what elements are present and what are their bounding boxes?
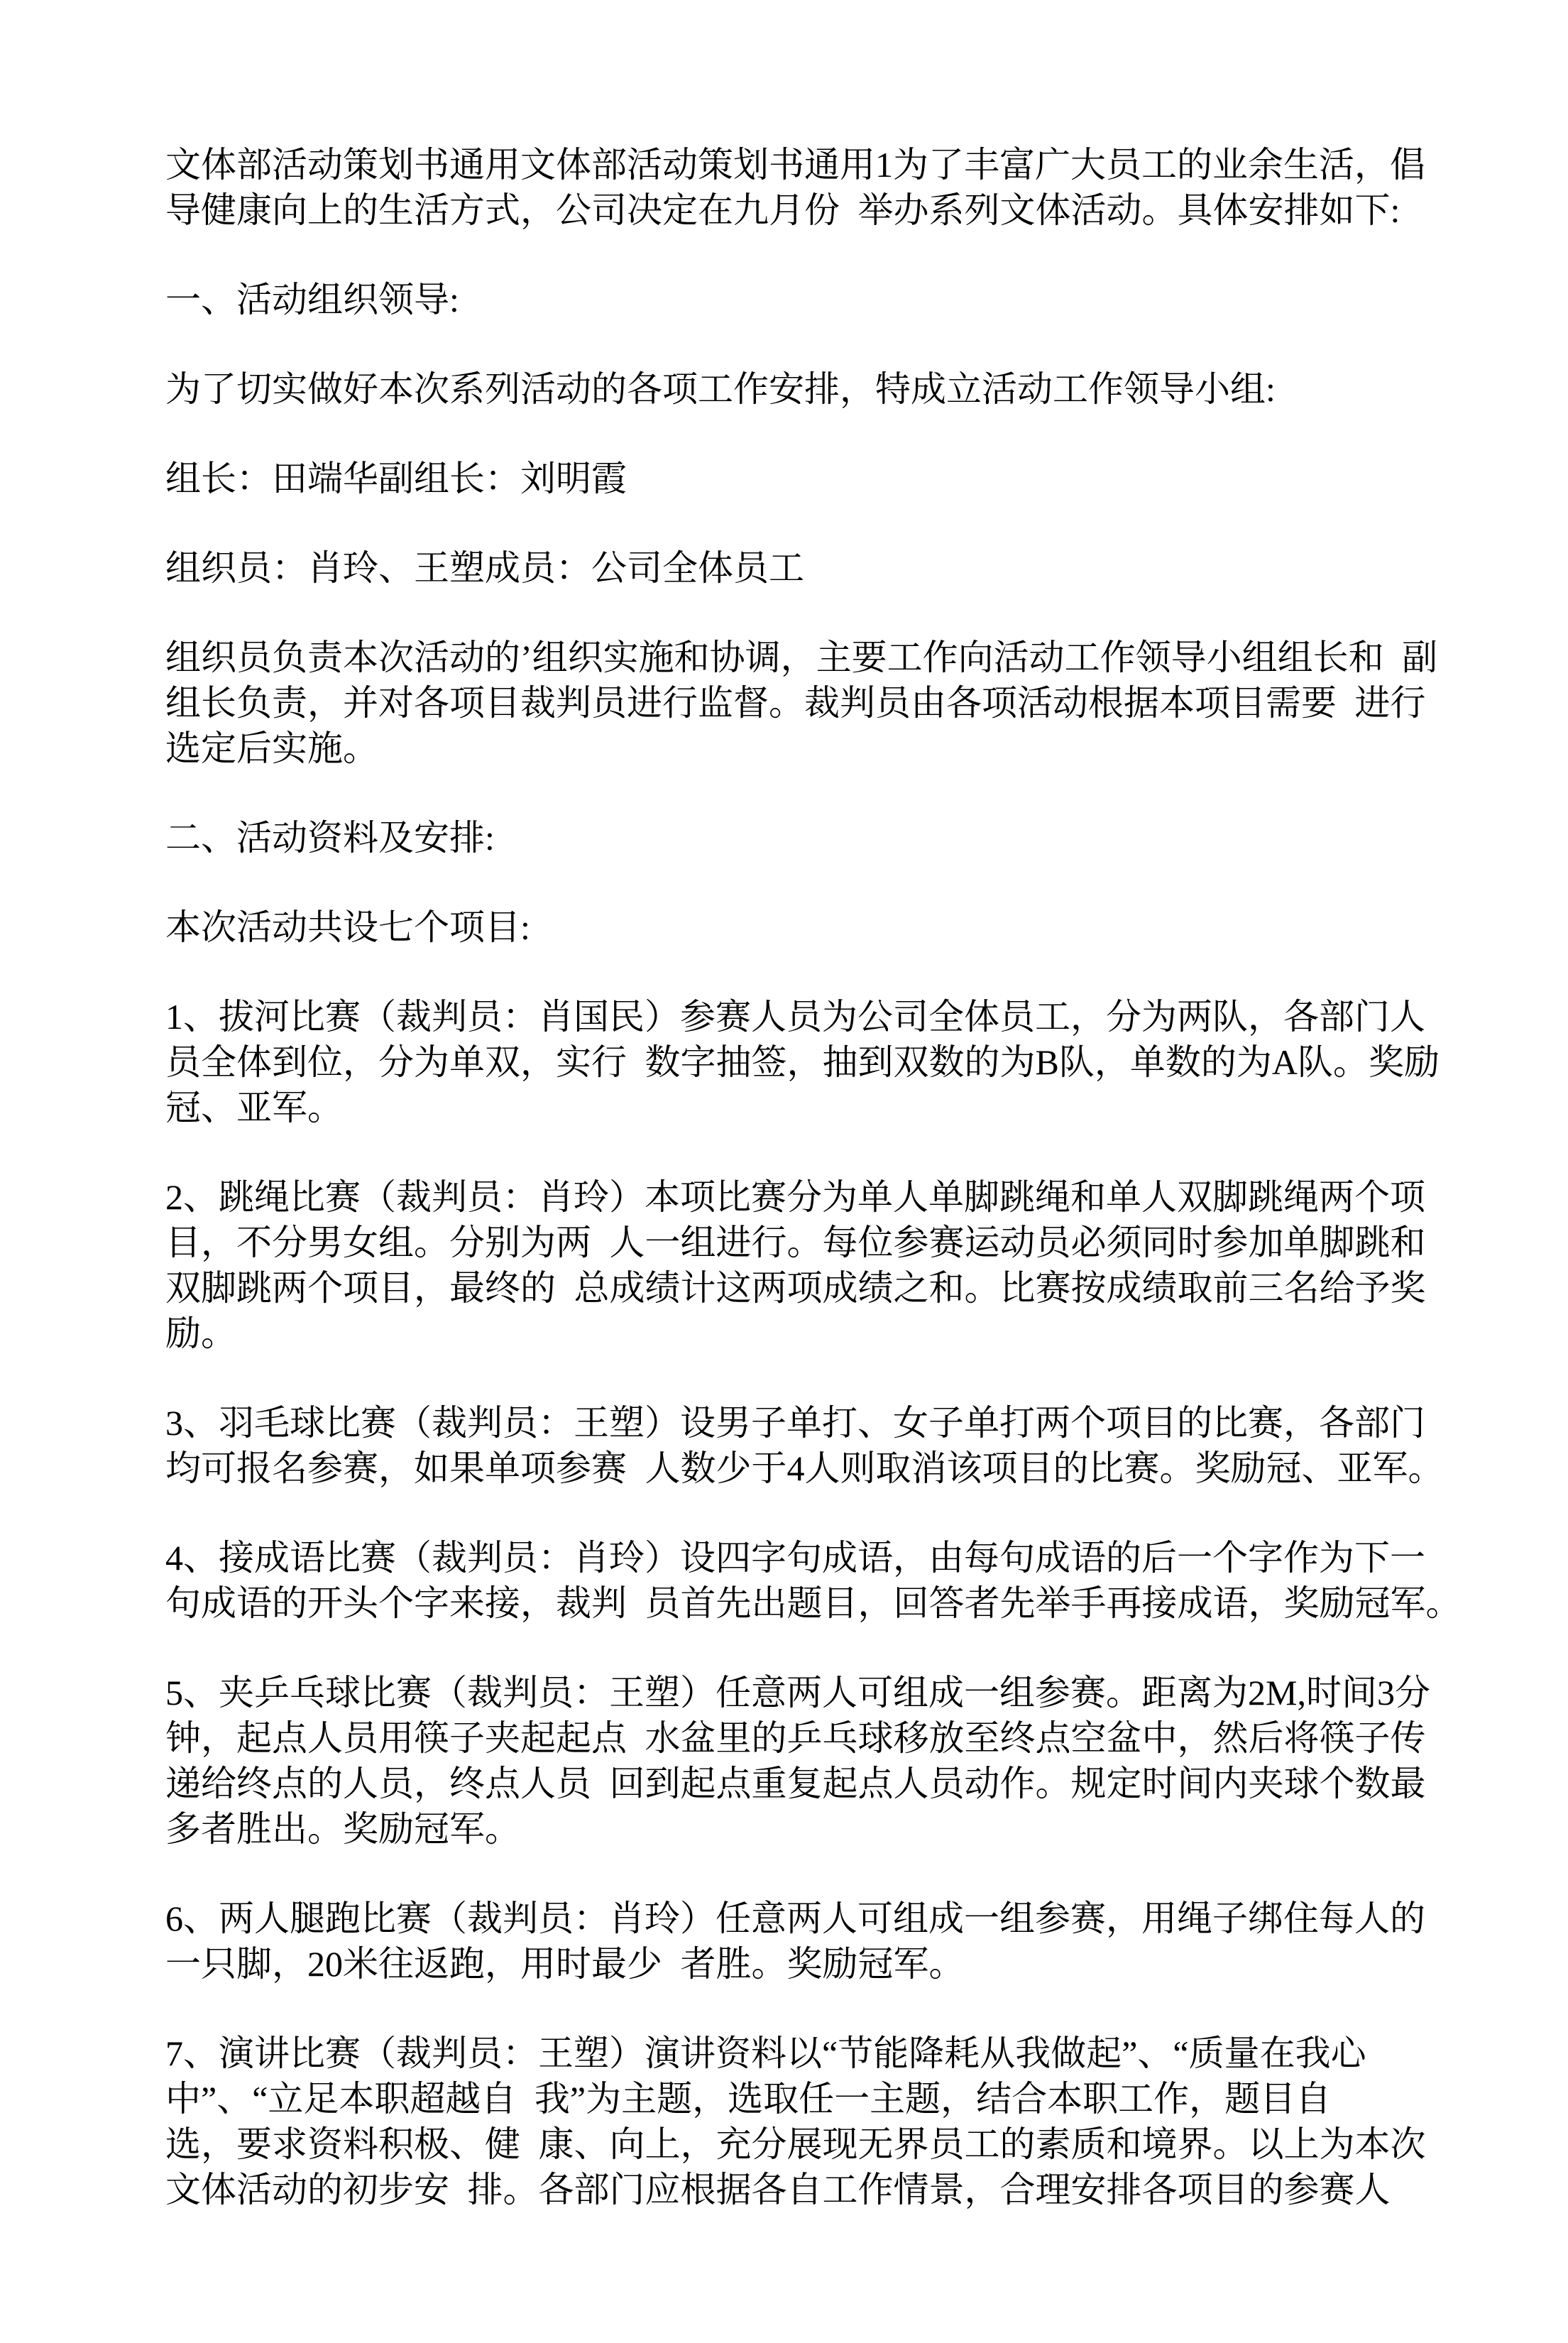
text-line: 员全体到位，分为单双，实行 数字抽签，抽到双数的为B队，单数的为A队。奖励 <box>165 1042 1440 1082</box>
organizer-members-line <box>165 545 1426 591</box>
section-1-heading <box>165 277 1426 322</box>
item-6-two-leg-race <box>165 1896 1426 1987</box>
text-line: 组长：田端华副组长：刘明霞 <box>165 459 627 498</box>
text-line: 句成语的开头个字来接，裁判 员首先出题目，回答者先举手再接成语，奖励冠军。 <box>165 1583 1462 1623</box>
text-line: 中”、“立足本职超越自 我”为主题，选取任一主题，结合本职工作，题目自 <box>165 2079 1332 2119</box>
organizer-duties-paragraph <box>165 635 1438 771</box>
text-line: 双脚跳两个项目，最终的 总成绩计这两项成绩之和。比赛按成绩取前三名给予奖 <box>165 1268 1426 1308</box>
text-line: 3、羽毛球比赛（裁判员：王塑）设男子单打、女子单打两个项目的比赛，各部门 <box>165 1403 1425 1443</box>
text-line: 文体部活动策划书通用文体部活动策划书通用1为了丰富广大员工的业余生活，倡 <box>165 145 1425 185</box>
text-line: 导健康向上的生活方式，公司决定在九月份 举办系列文体活动。具体安排如下: <box>165 190 1400 230</box>
intro-paragraph <box>165 142 1426 233</box>
text-line: 多者胜出。奖励冠军。 <box>165 1809 520 1849</box>
text-line: 2、跳绳比赛（裁判员：肖玲）本项比赛分为单人单脚跳绳和单人双脚跳绳两个项 <box>165 1177 1425 1217</box>
text-line: 本次活动共设七个项目: <box>165 907 530 947</box>
text-line: 二、活动资料及安排: <box>165 818 495 858</box>
group-leader-line <box>165 456 1426 501</box>
item-4-idiom-chain <box>165 1535 1462 1626</box>
text-line: 递给终点的人员，终点人员 回到起点重复起点人员动作。规定时间内夹球个数最 <box>165 1764 1426 1803</box>
text-line: 冠、亚军。 <box>165 1088 343 1127</box>
text-line: 钟，起点人员用筷子夹起起点 水盆里的乒乓球移放至终点空盆中，然后将筷子传 <box>165 1718 1426 1758</box>
text-line: 目，不分男女组。分别为两 人一组进行。每位参赛运动员必须同时参加单脚跳和 <box>165 1223 1426 1262</box>
text-line: 1、拔河比赛（裁判员：肖国民）参赛人员为公司全体员工，分为两队，各部门人 <box>165 997 1425 1037</box>
text-line: 均可报名参赛，如果单项参赛 人数少于4人则取消该项目的比赛。奖励冠、亚军。 <box>165 1448 1444 1488</box>
item-5-pingpong-chopsticks <box>165 1670 1430 1852</box>
leading-group-paragraph <box>165 366 1426 412</box>
text-line: 一、活动组织领导: <box>165 280 459 320</box>
item-7-speech-contest <box>165 2031 1426 2212</box>
text-line: 5、夹乒乓球比赛（裁判员：王塑）任意两人可组成一组参赛。距离为2M,时间3分 <box>165 1673 1430 1713</box>
item-3-badminton <box>165 1400 1444 1491</box>
text-line: 为了切实做好本次系列活动的各项工作安排，特成立活动工作领导小组: <box>165 369 1276 409</box>
text-line: 励。 <box>165 1314 236 1353</box>
projects-intro-line <box>165 905 1426 950</box>
text-line: 组织员负责本次活动的’组织实施和协调，主要工作向活动工作领导小组组长和 副 <box>165 638 1438 677</box>
text-line: 选，要求资料积极、健 康、向上，充分展现无界员工的素质和境界。以上为本次 <box>165 2124 1426 2164</box>
item-1-tug-of-war <box>165 994 1440 1130</box>
text-line: 文体活动的初步安 排。各部门应根据各自工作情景，合理安排各项目的参赛人 <box>165 2170 1391 2210</box>
text-line: 7、演讲比赛（裁判员：王塑）演讲资料以“节能降耗从我做起”、“质量在我心 <box>165 2033 1366 2073</box>
item-2-rope-skipping <box>165 1174 1426 1356</box>
text-line: 6、两人腿跑比赛（裁判员：肖玲）任意两人可组成一组参赛，用绳子绑住每人的 <box>165 1899 1425 1938</box>
text-line: 组织员：肖玲、王塑成员：公司全体员工 <box>165 548 804 588</box>
text-line: 4、接成语比赛（裁判员：肖玲）设四字句成语，由每句成语的后一个字作为下一 <box>165 1538 1425 1578</box>
text-line: 组长负责，并对各项目裁判员进行监督。裁判员由各项活动根据本项目需要 进行 <box>165 683 1426 723</box>
text-line: 一只脚，20米往返跑，用时最少 者胜。奖励冠军。 <box>165 1944 965 1984</box>
section-2-heading <box>165 815 1426 861</box>
text-line: 选定后实施。 <box>165 728 378 768</box>
